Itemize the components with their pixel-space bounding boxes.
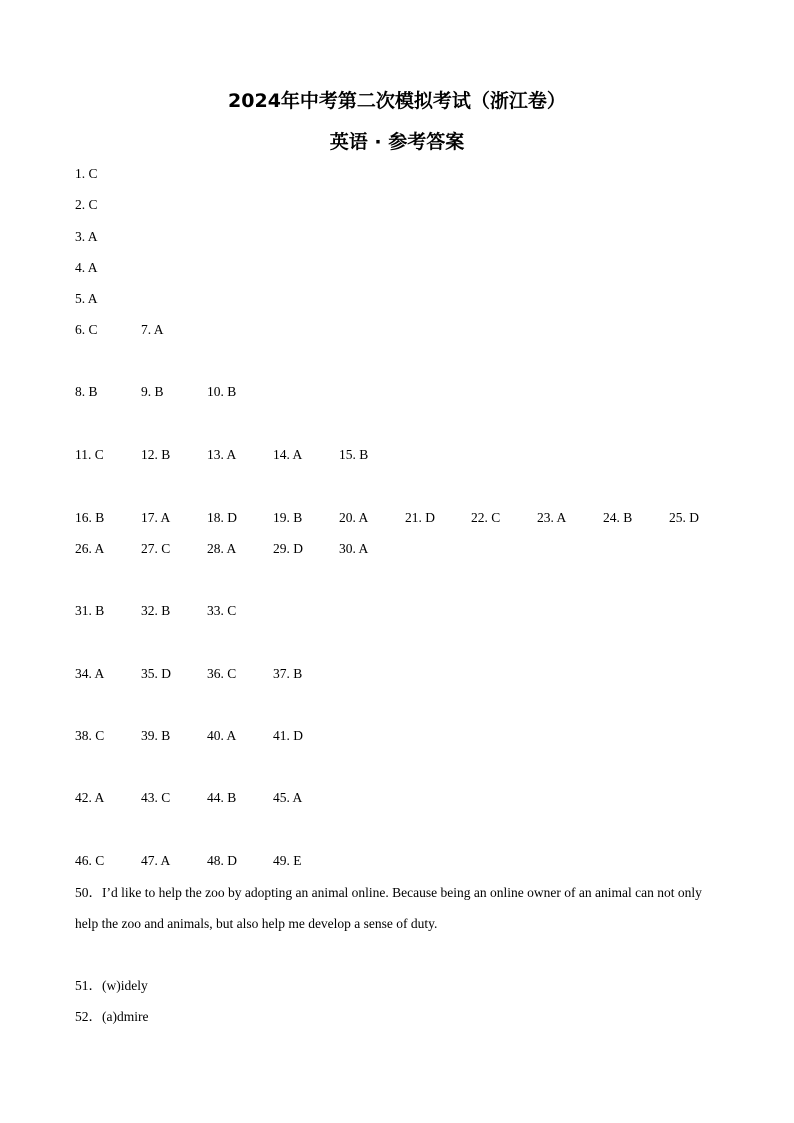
answer-item: 20. A <box>339 510 369 525</box>
answer-item: 30. A <box>339 541 369 556</box>
answer-item: 42. A <box>75 790 105 805</box>
answer-item: 19. B <box>273 510 303 525</box>
answer-item: 31. B <box>75 603 105 618</box>
answer-item: 49. E <box>273 853 302 868</box>
answer-item: 33. C <box>207 603 237 618</box>
answer-item: 40. A <box>207 728 237 743</box>
answer-item: 37. B <box>273 666 303 681</box>
answer-item: 29. D <box>273 541 303 556</box>
answer-item: 15. B <box>339 447 369 462</box>
answer-item: 3. A <box>75 229 98 244</box>
answer-item: 13. A <box>207 447 237 462</box>
answer-item: 7. A <box>141 322 164 337</box>
answer-item: 2. C <box>75 197 98 212</box>
answer-item: 5. A <box>75 291 98 306</box>
answer-item: 1. C <box>75 166 98 181</box>
answer-item: 44. B <box>207 790 237 805</box>
answer-item: 46. C <box>75 853 105 868</box>
answer-item: 41. D <box>273 728 303 743</box>
answer-item: 21. D <box>405 510 435 525</box>
answer-item: 47. A <box>141 853 171 868</box>
answer-item: 35. D <box>141 666 171 681</box>
answer-item: 32. B <box>141 603 171 618</box>
answer-item: 48. D <box>207 853 237 868</box>
answer-item: 6. C <box>75 322 98 337</box>
answer-item: 8. B <box>75 384 98 399</box>
answer-item: 18. D <box>207 510 237 525</box>
answer-item: 24. B <box>603 510 633 525</box>
answer-item: 34. A <box>75 666 105 681</box>
answer-item: 27. C <box>141 541 171 556</box>
answer-item: 22. C <box>471 510 501 525</box>
answer-item: 23. A <box>537 510 567 525</box>
answer-item: 36. C <box>207 666 237 681</box>
answer-50: 50．I’d like to help the zoo by adopting an animal online. Because being an online owner of an animal can not only help the zoo and animals, but also help me develop a sense of duty. <box>75 885 702 931</box>
answer-item: 17. A <box>141 510 171 525</box>
answer-52: 52．(a)dmire <box>75 1009 149 1024</box>
answer-item: 4. A <box>75 260 98 275</box>
page-title: 2024年中考第二次模拟考试（浙江卷） <box>228 90 566 112</box>
answer-item: 26. A <box>75 541 105 556</box>
answer-item: 10. B <box>207 384 237 399</box>
answer-item: 14. A <box>273 447 303 462</box>
answer-item: 25. D <box>669 510 699 525</box>
page-subtitle: 英语 · 参考答案 <box>329 131 465 153</box>
answer-51: 51．(w)idely <box>75 978 148 993</box>
answer-item: 11. C <box>75 447 104 462</box>
answer-item: 16. B <box>75 510 105 525</box>
answer-item: 45. A <box>273 790 303 805</box>
answer-item: 12. B <box>141 447 171 462</box>
answer-item: 38. C <box>75 728 105 743</box>
answer-item: 39. B <box>141 728 171 743</box>
answer-item: 28. A <box>207 541 237 556</box>
answer-item: 9. B <box>141 384 164 399</box>
answer-item: 43. C <box>141 790 171 805</box>
